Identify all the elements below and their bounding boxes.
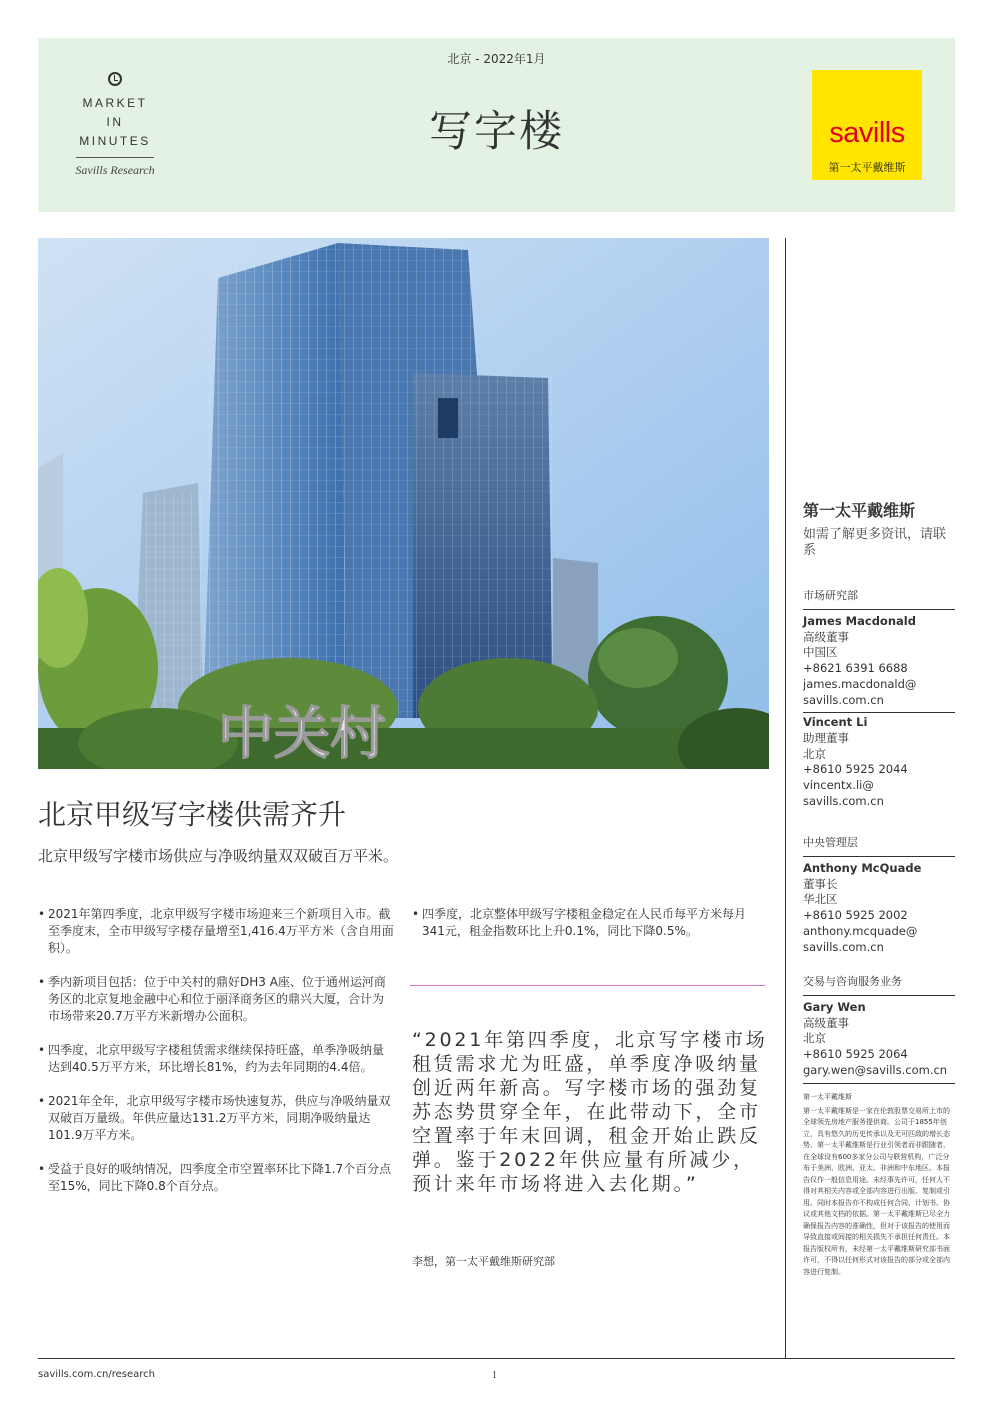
contact-rule bbox=[803, 1083, 955, 1084]
logo-name: savills bbox=[829, 117, 905, 149]
contact-region: 北京 bbox=[803, 746, 826, 761]
disclaimer-text: 第一太平戴维斯是一家在伦敦股票交易所上市的全球领先房地产服务提供商。公司于1855年创立，具有悠久的历史传承以及无可匹敌的增长态势。第一太平戴维斯是行业引领者而非跟随者，在全球设有600多家分公司与联营机构，广泛分布于美洲、欧洲、亚太、非洲和中东地区。本报告仅作一般信息用途。未经事先许可，任何人不得对其相关内容或全部内容进行出版、复制或引用。同时本报告亦不构成任何合同、计划书、协议或其他文档的依据。第一太平戴维斯已尽全力确保报告内容的准确性，但对于该报告的使用而导致直接或间接的相关损失不承担任何责任。本报告版权所有，未经第一太平戴维斯研究部书面许可，不得以任何形式对该报告的部分或全部内容进行复制。 bbox=[803, 1106, 950, 1276]
contact-card bbox=[803, 614, 955, 708]
pull-quote: “2021年第四季度，北京写字楼市场租赁需求尤为旺盛，单季度净吸纳量创近两年新高。写字楼市场的强劲复苏态势贯穿全年，在此带动下，全市空置率于年末回调，租金开始止跌反弹。鉴于2022年供应量有所减少，预计来年市场将进入去化期。” bbox=[412, 1029, 768, 1195]
company-name: 第一太平戴维斯 bbox=[803, 501, 916, 520]
header-banner bbox=[38, 38, 955, 212]
contact-rule bbox=[803, 712, 955, 713]
section-title: 中央管理层 bbox=[803, 836, 858, 849]
photo-sign: 中关村 bbox=[218, 702, 386, 767]
contact-region: 中国区 bbox=[803, 645, 838, 660]
savills-logo bbox=[812, 70, 922, 180]
contact-name: James Macdonald bbox=[803, 614, 916, 628]
contact-name: Vincent Li bbox=[803, 715, 868, 730]
contact-email-domain[interactable]: savills.com.cn bbox=[803, 793, 884, 808]
contact-email-domain[interactable]: savills.com.cn bbox=[803, 692, 884, 707]
brand-research: Savills Research bbox=[75, 163, 155, 177]
headline: 北京甲级写字楼供需齐升 bbox=[38, 798, 347, 831]
contact-email[interactable]: anthony.mcquade@ bbox=[803, 923, 918, 938]
brand-line-3: MINUTES bbox=[79, 134, 151, 148]
contact-role: 董事长 bbox=[803, 876, 838, 891]
contact-phone: +8610 5925 2044 bbox=[803, 762, 908, 777]
quote-divider bbox=[410, 985, 765, 986]
contact-name: Gary Wen bbox=[803, 1000, 866, 1014]
subheadline: 北京甲级写字楼市场供应与净吸纳量双双破百万平米。 bbox=[38, 847, 399, 865]
section-title: 市场研究部 bbox=[803, 589, 858, 602]
contact-phone: +8610 5925 2064 bbox=[803, 1047, 908, 1062]
contact-email[interactable]: gary.wen@savills.com.cn bbox=[803, 1062, 948, 1077]
bullet-item: • 季内新项目包括：位于中关村的鼎好DH3 A座、位于通州运河商务区的北京复地金融中心和位于丽泽商务区的鼎兴大厦，合计为市场带来20.7万平方米新增办公面积。 bbox=[38, 974, 394, 1025]
bullet-item: • 2021年第四季度，北京甲级写字楼市场迎来三个新项目入市。截至季度末，全市甲级写字楼存量增至1,416.4万平方米（含自用面积）。 bbox=[38, 906, 394, 957]
bullet-item: • 四季度，北京整体甲级写字楼租金稳定在人民币每平方米每月341元，租金指数环比上升0.1%，同比下降0.5%。 bbox=[412, 906, 768, 940]
contact-email[interactable]: james.macdonald@ bbox=[803, 676, 917, 691]
contact-phone: +8621 6391 6688 bbox=[803, 661, 908, 676]
contact-card bbox=[803, 715, 955, 809]
brand-line-1: MARKET bbox=[82, 96, 148, 110]
report-date: 北京 - 2022年1月 bbox=[447, 52, 546, 66]
disclaimer-block bbox=[803, 1092, 955, 1278]
brand-line-2: IN bbox=[106, 115, 124, 129]
contact-role: 助理董事 bbox=[803, 730, 849, 745]
contact-role: 高级董事 bbox=[803, 1015, 849, 1030]
contact-prompt: 如需了解更多资讯，请联系 bbox=[803, 527, 947, 558]
section-management bbox=[803, 834, 955, 955]
disclaimer-title: 第一太平戴维斯 bbox=[803, 1093, 852, 1101]
report-title: 写字楼 bbox=[429, 107, 564, 157]
sidebar-divider bbox=[785, 238, 786, 1358]
bullet-list-right bbox=[412, 906, 768, 957]
contact-card bbox=[803, 861, 955, 955]
footer-url[interactable]: savills.com.cn/research bbox=[38, 1369, 155, 1380]
contact-phone: +8610 5925 2002 bbox=[803, 908, 908, 923]
bullet-list-left bbox=[38, 906, 394, 1212]
section-rule bbox=[803, 609, 955, 610]
contact-role: 高级董事 bbox=[803, 629, 849, 644]
section-rule bbox=[803, 995, 955, 996]
contact-region: 华北区 bbox=[803, 892, 838, 907]
contact-email-domain[interactable]: savills.com.cn bbox=[803, 939, 884, 954]
contact-email[interactable]: vincentx.li@ bbox=[803, 778, 874, 793]
logo-cn: 第一太平戴维斯 bbox=[828, 161, 906, 174]
section-research bbox=[803, 587, 955, 809]
section-title: 交易与咨询服务业务 bbox=[803, 975, 902, 988]
bullet-item: • 2021年全年，北京甲级写字楼市场快速复苏，供应与净吸纳量双双破百万量级。年供应量达131.2万平方米，同期净吸纳量达101.9万平方米。 bbox=[38, 1093, 394, 1144]
contact-card bbox=[803, 1000, 955, 1079]
quote-source: 李想，第一太平戴维斯研究部 bbox=[412, 1255, 555, 1268]
bullet-item: • 受益于良好的吸纳情况，四季度全市空置率环比下降1.7个百分点至15%，同比下降0.8个百分点。 bbox=[38, 1161, 394, 1195]
sidebar-company bbox=[803, 498, 955, 559]
section-transaction bbox=[803, 973, 955, 1084]
clock-icon bbox=[108, 72, 122, 86]
footer-rule bbox=[38, 1358, 955, 1359]
page-number: 1 bbox=[492, 1370, 497, 1381]
section-rule bbox=[803, 856, 955, 857]
cover-photo bbox=[38, 238, 769, 769]
contact-region: 北京 bbox=[803, 1031, 826, 1046]
bullet-item: • 四季度，北京甲级写字楼租赁需求继续保持旺盛，单季净吸纳量达到40.5万平方米，环比增长81%，约为去年同期的4.4倍。 bbox=[38, 1042, 394, 1076]
contact-name: Anthony McQuade bbox=[803, 861, 922, 875]
